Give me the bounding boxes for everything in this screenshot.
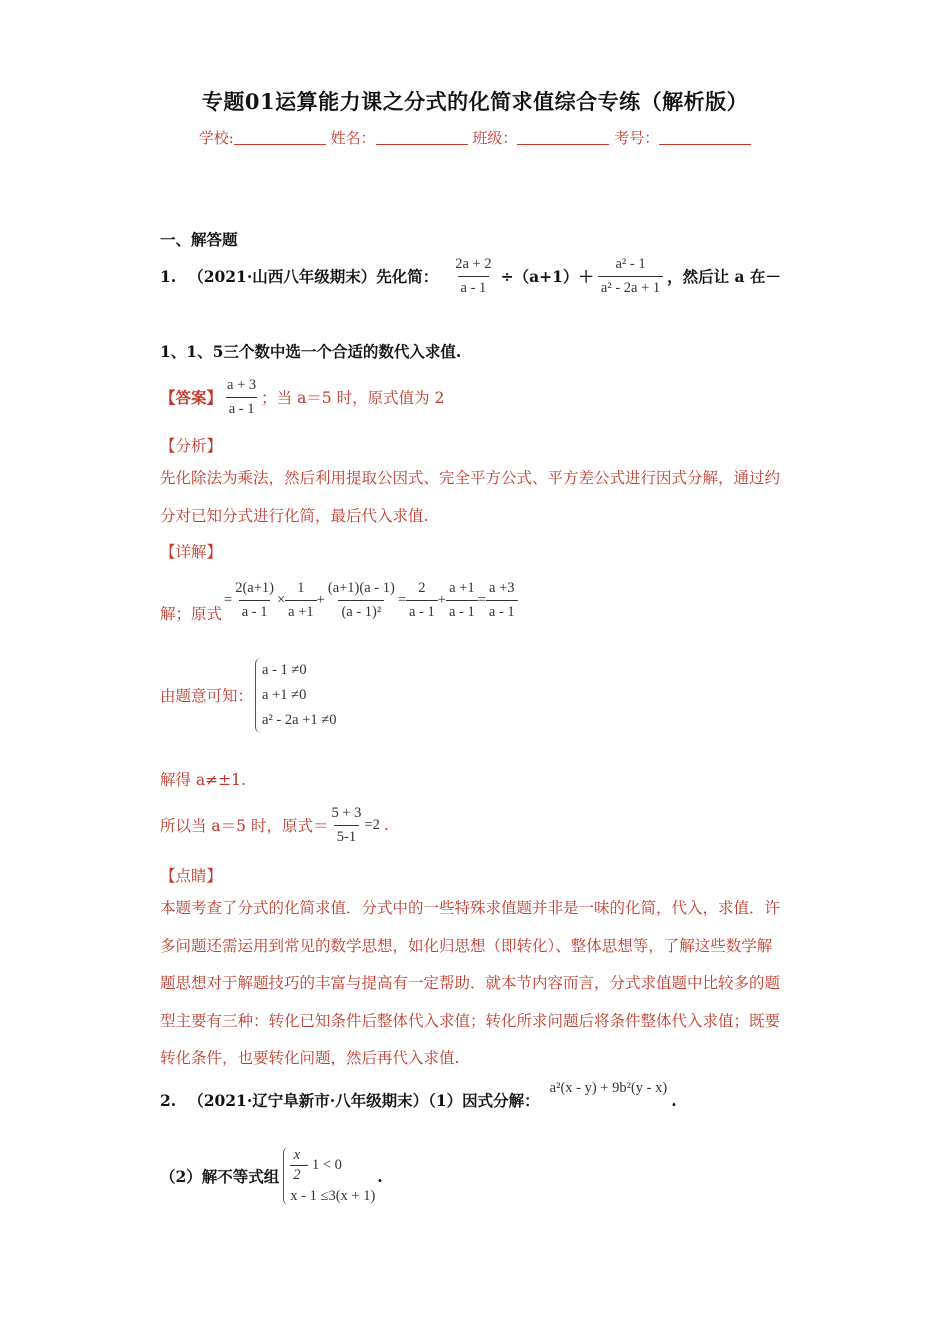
q2-ineq-2: x - 1 ≤3(x + 1) [290, 1188, 376, 1204]
eq-f3-num: (a+1)(a - 1) [327, 579, 395, 596]
q1-answer [160, 372, 444, 422]
conditions-block [160, 655, 336, 735]
q1-frac2-num: a² - 1 [615, 255, 646, 272]
eq-frac-6 [486, 580, 518, 621]
eq-f2-num: 1 [297, 579, 305, 596]
final-num: 5 + 3 [331, 804, 362, 821]
q2-inequality-system [283, 1147, 375, 1205]
q2-period: . [671, 1090, 677, 1110]
eq-frac-2 [285, 580, 317, 621]
detail-tag: 【详解】 [160, 543, 223, 561]
eq-frac-1 [232, 580, 277, 621]
eq-f6-den: a - 1 [486, 600, 518, 621]
page-title: 专题01运算能力课之分式的化简求值综合专练（解析版） [201, 89, 749, 114]
q2-part2 [160, 1140, 383, 1212]
q2-part2-text: （2）解不等式组 [160, 1167, 280, 1186]
cond-line-3: a² - 2a +1 ≠0 [262, 711, 337, 728]
q1-stem-line2: 1、1、5三个数中选一个合适的数代入求值. [160, 342, 462, 361]
q2-number: 2. [160, 1090, 177, 1110]
final-den: 5-1 [334, 825, 359, 846]
eq-f1-num: 2(a+1) [235, 579, 274, 596]
cond-prefix: 由题意可知： [160, 687, 254, 705]
q2-ineq1-num: x [293, 1147, 301, 1163]
eq-f1-den: a - 1 [239, 600, 271, 621]
q1-stem [160, 248, 781, 304]
eq-f3-den: (a - 1)² [338, 600, 384, 621]
final-fraction [328, 805, 364, 846]
answer-text: ；当 a＝5 时，原式值为 2 [261, 389, 445, 407]
q1-frac1-den: a - 1 [458, 276, 490, 297]
answer-tag: 【答案】 [160, 388, 223, 407]
q1-frac2-den: a² - 2a + 1 [598, 276, 663, 297]
eq-frac-4 [406, 580, 438, 621]
school-blank[interactable] [234, 130, 326, 145]
q1-frac1-num: 2a + 2 [455, 255, 492, 272]
answer-den: a - 1 [226, 397, 258, 418]
q2-stem [160, 1080, 677, 1120]
q2-ineq1-tail: - 1 < 0 [303, 1157, 342, 1173]
exam-no-label: 考号： [614, 129, 660, 147]
exam-no-blank[interactable] [659, 130, 751, 145]
comment-text: 本题考查了分式的化简求值．分式中的一些特殊求值题并非是一味的化简，代入，求值．许多问题还需运用到常见的数学思想，如化归思想（即转化）、整体思想等，了解这些数学解题思想对于解题技巧的丰富与提高有一定帮助．就本节内容而言，分式求值题中比较多的题型主要有三种：转化已知条件后整体代入求值；转化所求问题后将条件整体代入求值；既要转化条件，也要转化问题，然后再代入求值. [160, 899, 781, 1067]
solve-text: 解得 a≠±1. [160, 771, 246, 789]
cond-line-2: a +1 ≠0 [262, 686, 307, 703]
name-blank[interactable] [376, 130, 468, 145]
q2-ineq-1 [290, 1147, 375, 1184]
q1-fraction-2 [598, 256, 663, 297]
q1-tail-text: ，然后让 a 在－ [667, 267, 781, 286]
q1-fraction-1 [452, 256, 494, 297]
detail-prefix: 解；原式 [160, 605, 223, 623]
final-prefix: 所以当 a＝5 时，原式＝ [160, 817, 329, 835]
q1-source: （2021·山西八年级期末）先化简： [188, 267, 439, 286]
eq-frac-3 [325, 580, 398, 621]
class-blank[interactable] [517, 130, 609, 145]
q2-expression: a²(x - y) + 9b²(y - x) [549, 1080, 668, 1096]
student-info-line [0, 127, 950, 148]
eq-f5-den: a - 1 [446, 600, 478, 621]
q2-source: （2021·辽宁阜新市·八年级期末）（1）因式分解： [188, 1091, 540, 1110]
answer-num: a + 3 [227, 376, 257, 393]
section-heading: 一、解答题 [160, 230, 238, 249]
cond-system [255, 658, 336, 733]
class-label: 班级： [472, 129, 518, 147]
final-calc [160, 800, 389, 850]
eq-f4-den: a - 1 [406, 600, 438, 621]
q1-mid-text: ÷（a+1）＋ [500, 267, 594, 286]
q1-number: 1. [160, 266, 177, 286]
comment-tag: 【点睛】 [160, 867, 223, 885]
eq-frac-5 [446, 580, 478, 621]
q2-ineq1-den: 2 [290, 1165, 303, 1184]
eq-f5-num: a +1 [449, 579, 475, 596]
detail-equation: 解；原式 = $\frac{2(a+1)}{a - 1}$ × $\frac{1}{a +1}$ + $\frac{(a+1)(a - 1)}{\text{(a - 1)²}}$ = $\frac{2}{a - 1}$ + $\frac{a +1}{a - 1}$ = $\frac{a +3}{a - 1}$ [160, 570, 518, 630]
analysis-text: 先化除法为乘法，然后利用提取公因式、完全平方公式、平方差公式进行因式分解，通过约分对已知分式进行化简，最后代入求值. [160, 469, 781, 525]
eq-f4-num: 2 [418, 579, 426, 596]
final-period: . [383, 816, 389, 834]
analysis-tag: 【分析】 [160, 437, 223, 455]
school-label: 学校: [198, 129, 234, 147]
eq-f2-den: a +1 [285, 600, 317, 621]
eq-f6-num: a +3 [489, 579, 515, 596]
answer-fraction [224, 377, 259, 418]
name-label: 姓名： [330, 129, 376, 147]
q2-part2-period: . [377, 1166, 383, 1186]
cond-line-1: a - 1 ≠0 [262, 661, 307, 678]
final-suffix: =2 [364, 816, 380, 833]
